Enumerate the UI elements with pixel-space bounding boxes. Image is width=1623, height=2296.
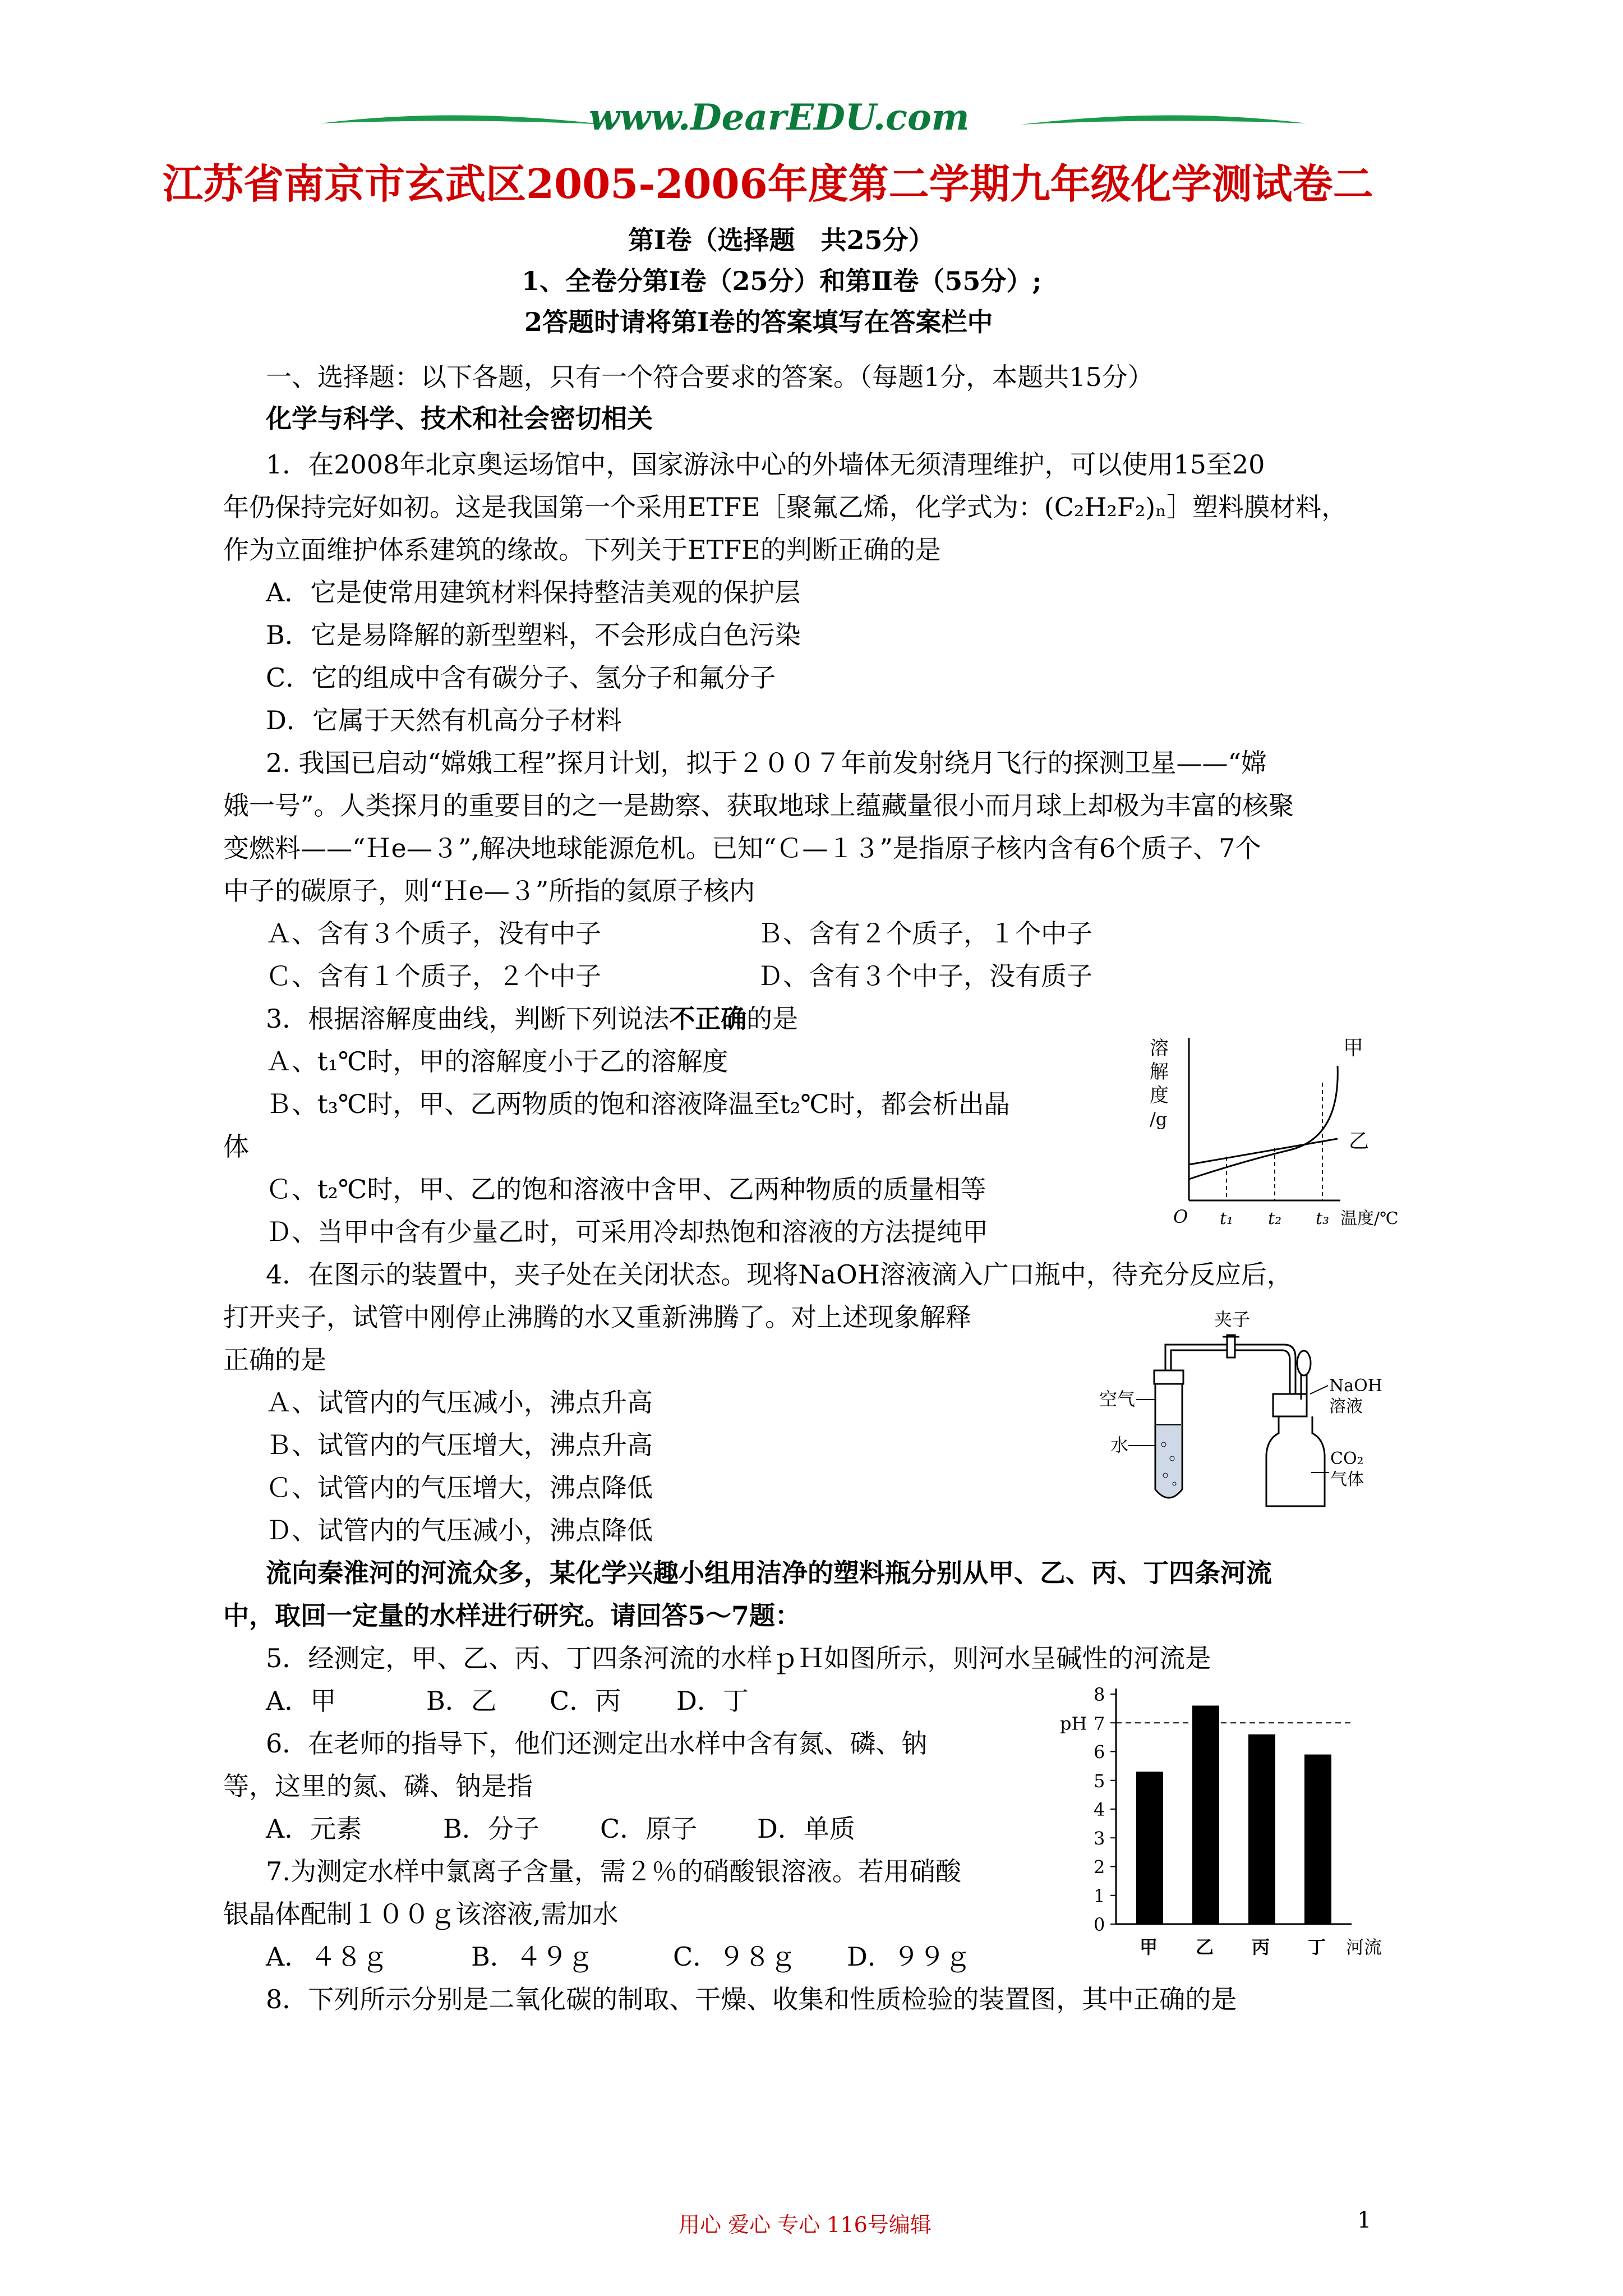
- ph-category-label: 丙: [1252, 1936, 1270, 1958]
- q3-option-c: Ｃ、t₂℃时，甲、乙的饱和溶液中含甲、乙两种物质的质量相等: [266, 1174, 986, 1204]
- q4-option-d: Ｄ、试管内的气压减小，沸点降低: [266, 1515, 653, 1545]
- curve-jia-label: 甲: [1343, 1037, 1364, 1060]
- ph-bar: [1248, 1734, 1275, 1924]
- q3-stem-pre: 3．根据溶解度曲线，判断下列说法: [266, 1004, 670, 1034]
- ph-y-tick-label: 2: [1094, 1856, 1105, 1878]
- naoh-label: NaOH: [1329, 1376, 1382, 1396]
- q7-option-a: A．４８ｇ: [266, 1941, 388, 1972]
- ph-y-tick-label: 3: [1094, 1828, 1105, 1849]
- q8-stem: 8．下列所示分别是二氧化碳的制取、干燥、收集和性质检验的装置图，其中正确的是: [266, 1984, 1237, 2014]
- q4-line-1: 4．在图示的装置中，夹子处在关闭状态。现将NaOH溶液滴入广口瓶中，待充分反应后，: [266, 1259, 1293, 1290]
- ph-category-label: 丁: [1308, 1936, 1326, 1958]
- q2-option-d: Ｄ、含有３个中子，没有质子: [757, 961, 1092, 991]
- q2-line-2: 娥一号”。人类探月的重要目的之一是勘察、获取地球上蕴藏量很小而月球上却极为丰富的核聚: [223, 790, 1294, 821]
- ph-y-tick-label: 6: [1094, 1741, 1105, 1763]
- note-1: 1、全卷分第Ⅰ卷（25分）和第Ⅱ卷（55分）;: [522, 266, 1042, 296]
- solubility-ylabel-4: /g: [1150, 1108, 1168, 1130]
- q5-option-c: C．丙: [550, 1686, 621, 1716]
- ph-bar-chart: [1049, 1683, 1408, 1975]
- ph-x-axis-label: 河流: [1346, 1936, 1382, 1958]
- solubility-ylabel-1: 溶: [1150, 1037, 1169, 1060]
- page-number: 1: [1357, 2207, 1372, 2233]
- curve-jia: [1189, 1066, 1338, 1179]
- clamp-icon: [1227, 1335, 1235, 1358]
- q3-option-a: Ａ、t₁℃时，甲的溶解度小于乙的溶解度: [266, 1046, 728, 1076]
- q5-stem: 5．经测定，甲、乙、丙、丁四条河流的水样ｐＨ如图所示，则河水呈碱性的河流是: [266, 1643, 1211, 1673]
- q1-line-2: 年仍保持完好如初。这是我国第一个采用ETFE［聚氟乙烯，化学式为：(C₂H₂F₂)ₙ］塑料膜材料，: [223, 492, 1348, 522]
- q1-line-3: 作为立面维护体系建筑的缘故。下列关于ETFE的判断正确的是: [223, 535, 941, 565]
- ph-bar: [1192, 1706, 1219, 1925]
- co2-label: CO₂: [1330, 1449, 1364, 1469]
- footer-text: 用心 爱心 专心 116号编辑: [679, 2212, 932, 2237]
- q2-option-b: Ｂ、含有２个质子，１个中子: [757, 918, 1092, 949]
- rivers-intro-2: 中，取回一定量的水样进行研究。请回答5～7题：: [223, 1600, 801, 1631]
- origin-label: O: [1173, 1206, 1188, 1227]
- topic-heading: 化学与科学、技术和社会密切相关: [266, 403, 653, 434]
- q1-option-a: A．它是使常用建筑材料保持整洁美观的保护层: [266, 577, 801, 608]
- ph-category-label: 甲: [1140, 1936, 1158, 1958]
- air-label: 空气: [1099, 1388, 1136, 1410]
- ph-y-tick-label: 8: [1094, 1684, 1105, 1705]
- q4-line-3: 正确的是: [223, 1345, 326, 1375]
- q1-option-b: B．它是易降解的新型塑料，不会形成白色污染: [266, 620, 801, 650]
- solubility-ylabel-2: 解: [1150, 1061, 1169, 1083]
- ph-y-tick-label: 0: [1094, 1914, 1105, 1935]
- q6-option-c: C．原子: [600, 1814, 698, 1844]
- water-label: 水: [1110, 1434, 1129, 1456]
- q2-option-a: Ａ、含有３个质子，没有中子: [266, 918, 601, 949]
- apparatus-figure: [1099, 1304, 1447, 1529]
- q4-line-2: 打开夹子，试管中刚停止沸腾的水又重新沸腾了。对上述现象解释: [223, 1302, 971, 1332]
- q3-stem-post: 的是: [746, 1004, 799, 1034]
- part-one-intro: 一、选择题：以下各题，只有一个符合要求的答案。（每题1分，本题共15分）: [266, 362, 1154, 392]
- q4-option-c: Ｃ、试管内的气压增大，沸点降低: [266, 1473, 653, 1503]
- solubility-curve-figure: [1144, 1032, 1436, 1245]
- note-2: 2答题时请将第Ⅰ卷的答案填写在答案栏中: [524, 307, 993, 337]
- section-heading: 第Ⅰ卷（选择题 共25分）: [628, 225, 934, 255]
- q6-line-1: 6．在老师的指导下，他们还测定出水样中含有氮、磷、钠: [266, 1728, 928, 1759]
- q7-option-c: C．９８ｇ: [673, 1941, 796, 1972]
- ph-y-tick-label: 7: [1094, 1713, 1105, 1734]
- ph-y-tick-label: 1: [1094, 1885, 1105, 1907]
- q3-stem-emphasis: 不正确: [669, 1004, 747, 1034]
- solubility-xlabel: 温度/℃: [1340, 1209, 1399, 1228]
- q2-line-3: 变燃料——“Ｈe—３”,解决地球能源危机。已知“Ｃ—１３”是指原子核内含有6个质子、7个: [223, 833, 1261, 863]
- ph-bar: [1136, 1772, 1163, 1924]
- q6-line-2: 等，这里的氮、磷、钠是指: [223, 1771, 533, 1801]
- q6-option-a: A．元素: [266, 1814, 362, 1844]
- t1-label: t₁: [1220, 1209, 1234, 1228]
- q7-option-b: B．４９ｇ: [471, 1941, 593, 1972]
- ph-y-tick-label: 4: [1094, 1799, 1105, 1820]
- q7-option-d: D．９９ｇ: [847, 1941, 971, 1972]
- document-title: 江苏省南京市玄武区2005-2006年度第二学期九年级化学测试卷二: [163, 160, 1373, 208]
- q7-line-2: 银晶体配制１００ｇ该溶液,需加水: [223, 1899, 619, 1929]
- q5-option-a: A．甲: [266, 1686, 336, 1716]
- q1-line-1: 1．在2008年北京奥运场馆中，国家游泳中心的外墙体无须清理维护，可以使用15至20: [266, 449, 1265, 480]
- rivers-intro-1: 流向秦淮河的河流众多，某化学兴趣小组用洁净的塑料瓶分别从甲、乙、丙、丁四条河流: [266, 1558, 1272, 1588]
- wide-mouth-bottle: [1266, 1416, 1325, 1506]
- q6-option-d: D．单质: [757, 1814, 855, 1844]
- q6-option-b: B．分子: [443, 1814, 540, 1844]
- q3-stem: [266, 997, 798, 1040]
- ph-y-tick-label: 5: [1094, 1770, 1105, 1792]
- t2-label: t₂: [1268, 1209, 1282, 1228]
- curve-yi: [1189, 1139, 1338, 1165]
- q2-option-c: Ｃ、含有１个质子，２个中子: [266, 961, 601, 991]
- q7-line-1: 7.为测定水样中氯离子含量，需２％的硝酸银溶液。若用硝酸: [266, 1856, 961, 1887]
- q5-option-d: D．丁: [676, 1686, 749, 1716]
- q3-option-b-cont: 体: [223, 1131, 249, 1162]
- co2-gas-label: 气体: [1330, 1470, 1364, 1489]
- solubility-ylabel-3: 度: [1150, 1084, 1169, 1107]
- ph-category-label: 乙: [1196, 1936, 1214, 1958]
- q4-option-a: Ａ、试管内的气压减小，沸点升高: [266, 1387, 653, 1418]
- curve-yi-label: 乙: [1349, 1130, 1370, 1153]
- q5-option-b: B．乙: [426, 1686, 497, 1716]
- q3-option-d: Ｄ、当甲中含有少量乙时，可采用冷却热饱和溶液的方法提纯甲: [266, 1217, 988, 1247]
- naoh-solution-label: 溶液: [1329, 1397, 1363, 1416]
- t3-label: t₃: [1316, 1209, 1330, 1228]
- q2-line-4: 中子的碳原子，则“Ｈe—３”所指的氦原子核内: [223, 876, 755, 906]
- q1-option-c: C．它的组成中含有碳分子、氢分子和氟分子: [266, 662, 776, 693]
- site-url[interactable]: www.DearEDU.com: [589, 96, 970, 139]
- ph-bar: [1304, 1755, 1331, 1924]
- q2-line-1: 2. 我国已启动“嫦娥工程”探月计划，拟于２００７年前发射绕月飞行的探测卫星——“嫦: [266, 748, 1267, 778]
- q1-option-d: D．它属于天然有机高分子材料: [266, 705, 622, 735]
- q4-option-b: Ｂ、试管内的气压增大，沸点升高: [266, 1430, 653, 1460]
- ph-y-axis-label: pH: [1060, 1713, 1087, 1734]
- clamp-label: 夹子: [1214, 1309, 1251, 1330]
- q3-option-b: Ｂ、t₃℃时，甲、乙两物质的饱和溶液降温至t₂℃时，都会析出晶: [266, 1089, 1010, 1119]
